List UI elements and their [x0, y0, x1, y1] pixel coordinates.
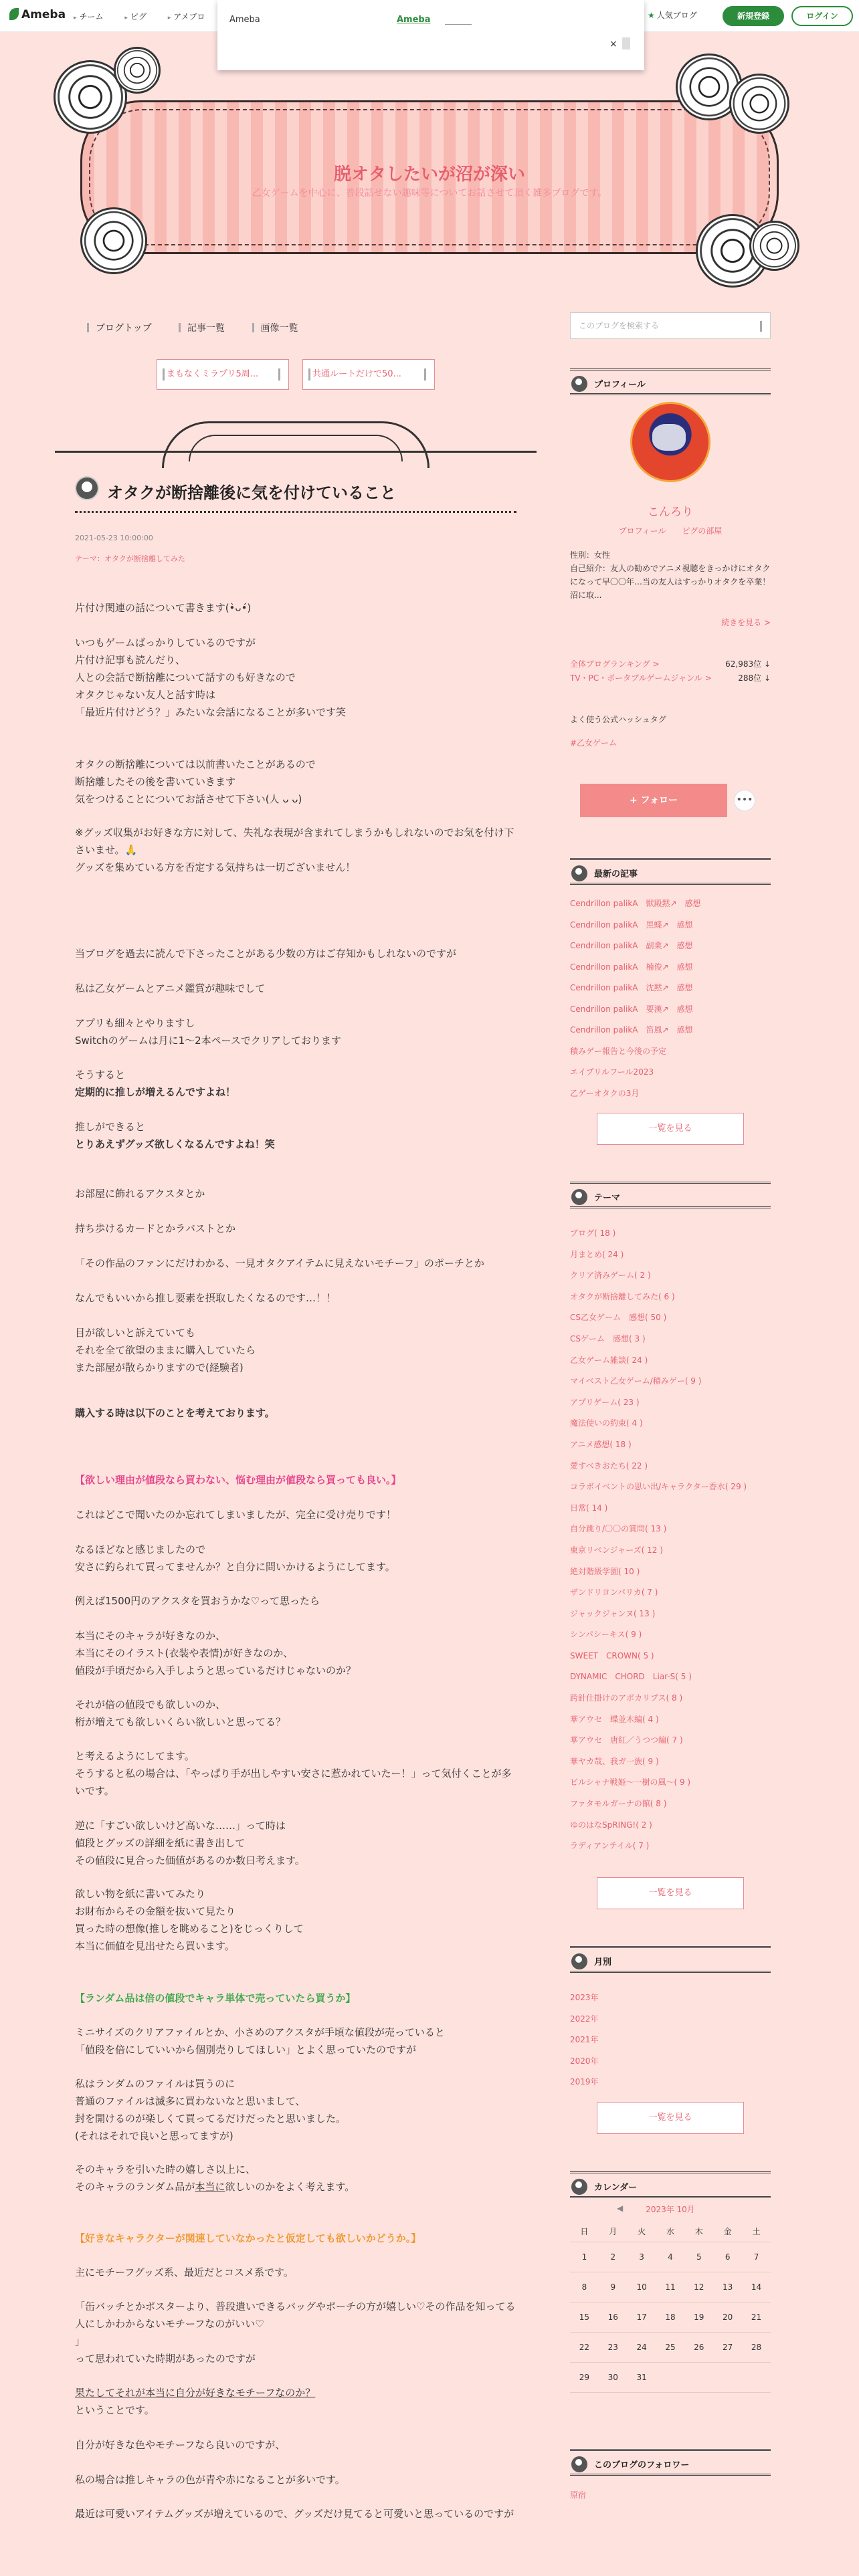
- article-paragraph: 主にモチーフグッズ系、最近だとコスメ系です。: [75, 2266, 294, 2278]
- calendar-day: 21: [742, 2302, 771, 2332]
- profile-name[interactable]: こんろり: [648, 506, 693, 519]
- blog-nav: [87, 321, 322, 334]
- theme-name: 愛すべきおたち: [570, 1461, 626, 1471]
- theme-count: ( 14 ): [586, 1503, 608, 1513]
- theme-name: 東京リベンジャーズ: [570, 1545, 642, 1555]
- theme-item[interactable]: [570, 1751, 771, 1773]
- calendar-month: ◀ 2023年 10月: [617, 2204, 695, 2214]
- theme-count: ( 2 ): [634, 1271, 651, 1281]
- article-theme[interactable]: テーマ：オタクが断捨離してみた: [75, 554, 185, 563]
- popup-link[interactable]: Ameba: [397, 15, 431, 25]
- calendar-day: 7: [742, 2242, 771, 2272]
- theme-name: コラボイベントの思い出/キャラクター香水: [570, 1482, 725, 1492]
- theme-name: 自分跳り/〇〇の質問: [570, 1524, 646, 1534]
- theme-name: ビルシャナ戦姫〜一樹の風〜: [570, 1778, 674, 1788]
- theme-item[interactable]: [570, 1836, 771, 1857]
- calendar-day: 24: [628, 2332, 656, 2362]
- follower-link[interactable]: 原宿: [570, 2490, 587, 2500]
- signup-button[interactable]: 新規登録: [723, 6, 784, 26]
- theme-count: ( 50 ): [645, 1313, 667, 1323]
- rose-decoration: [114, 47, 161, 94]
- ameba-logo[interactable]: Ameba: [9, 8, 66, 21]
- theme-item[interactable]: [570, 1624, 771, 1646]
- article-paragraph: オタクの断捨離については以前書いたことがあるので 断捨離したその後を書いていきます 気をつけることについてお話させて下さい(人 ᴗ ᴗ): [75, 758, 316, 805]
- article-paragraph: 当ブログを過去に読んで下さったことがある少数の方はご存知かもしれないのですが: [75, 948, 457, 960]
- theme-count: ( 18 ): [594, 1228, 616, 1238]
- theme-item[interactable]: [570, 1794, 771, 1815]
- profile-links: [570, 525, 771, 536]
- article-paragraph: アプリも細々とやりますし Switchのゲームは月に1〜2本ペースでクリアしております: [75, 1017, 341, 1047]
- close-icon[interactable]: ×: [609, 39, 617, 49]
- theme-item[interactable]: [570, 1562, 771, 1583]
- nav-blog-top[interactable]: ブログトップ: [87, 323, 152, 334]
- nav-pigg[interactable]: ▸ ピグ: [124, 12, 147, 21]
- ranking-genre[interactable]: TV・PC・ポータブルゲームジャンル > 288位 ↓: [570, 673, 771, 683]
- theme-name: 華アウセ 唐紅／うつつ編: [570, 1735, 667, 1745]
- section-heading: 【ランダム品は倍の値段でキャラ単体で売っていたら買うか】: [75, 1992, 356, 2004]
- theme-count: ( 5 ): [637, 1650, 654, 1660]
- calendar-day: 3: [628, 2242, 656, 2272]
- theme-item[interactable]: [570, 1350, 771, 1372]
- nav-image-list[interactable]: 画像一覧: [252, 323, 298, 334]
- calendar-day: 25: [656, 2332, 685, 2362]
- theme-item[interactable]: [570, 1709, 771, 1731]
- theme-count: ( 6 ): [658, 1291, 675, 1301]
- weekday-label: 月: [599, 2222, 628, 2242]
- article-paragraph: 自分が好きな色やモチーフなら良いのですが、: [75, 2439, 286, 2451]
- calendar-week: [570, 2272, 771, 2302]
- nav-ameblo[interactable]: ▸ アメブロ: [168, 12, 205, 21]
- theme-item[interactable]: [570, 1772, 771, 1794]
- hashtag-link[interactable]: #乙女ゲーム: [570, 738, 617, 748]
- calendar-day: 20: [713, 2302, 742, 2332]
- calendar-day: 30: [599, 2362, 628, 2392]
- recent-item[interactable]: Cendrillon palikA 要漢↗ 感想: [570, 1004, 693, 1014]
- follow-button[interactable]: + フォロー: [580, 784, 727, 817]
- theme-item[interactable]: [570, 1730, 771, 1751]
- theme-list-more-button[interactable]: 一覧を見る: [597, 1877, 744, 1909]
- theme-name: 日常: [570, 1503, 587, 1513]
- calendar-table: [570, 2222, 771, 2393]
- prev-article-button[interactable]: まもなくミラプリ5周...: [157, 359, 289, 390]
- theme-count: ( 8 ): [666, 1693, 683, 1703]
- theme-item[interactable]: [570, 1498, 771, 1519]
- weekday-label: 火: [628, 2222, 656, 2242]
- profile-info: 性別：女性 自己紹介：友人の勧めでアニメ視聴をきっかけにオタクになって早〇〇年…当の友人はすっかりオタクを卒業！ 沼に取...: [570, 550, 771, 600]
- calendar-day: 26: [684, 2332, 713, 2362]
- theme-name: マイベスト乙女ゲーム/積みゲー: [570, 1376, 685, 1386]
- weekday-label: 土: [742, 2222, 771, 2242]
- article-paragraph: 逆に「すごい欲しいけど高いな……」って時は 値段とグッズの詳細を紙に書き出して その値段に見合った価値があるのか数日考えます。: [75, 1820, 305, 1866]
- theme-name: 月まとめ: [570, 1249, 603, 1259]
- theme-item[interactable]: [570, 1456, 771, 1477]
- next-article-button[interactable]: 共通ルートだけで50...: [302, 359, 435, 390]
- calendar: [570, 2204, 771, 2393]
- article-paragraph: それが倍の値段でも欲しいのか、 桁が増えても欲しいくらい欲しいと思ってる？: [75, 1699, 286, 1728]
- year-item[interactable]: 2021年: [570, 2035, 599, 2044]
- rose-decoration: [80, 207, 147, 274]
- calendar-day: 8: [570, 2272, 599, 2302]
- calendar-day: 2: [599, 2242, 628, 2272]
- avatar-icon: [571, 865, 587, 881]
- theme-name: オタクが断捨離してみた: [570, 1291, 659, 1301]
- divider-line: [55, 451, 537, 453]
- calendar-day: 31: [628, 2362, 656, 2392]
- theme-count: ( 24 ): [602, 1249, 624, 1259]
- calendar-day: 6: [713, 2242, 742, 2272]
- calendar-day: 14: [742, 2272, 771, 2302]
- blog-title[interactable]: 脱オタしたいが沼が深い: [333, 165, 525, 185]
- article-paragraph: 「その作品のファンにだけわかる、一見オタクアイテムに見えないモチーフ」のポーチとか: [75, 1257, 484, 1269]
- theme-count: ( 18 ): [609, 1439, 632, 1449]
- calendar-day: 19: [684, 2302, 713, 2332]
- ranking-overall[interactable]: 全体ブログランキング > 62,983位 ↓: [570, 659, 771, 669]
- profile-heading: プロフィール: [570, 368, 771, 395]
- calendar-day: 18: [656, 2302, 685, 2332]
- theme-name: ファタモルガーナの館: [570, 1799, 650, 1809]
- popup-title: Ameba: [229, 15, 260, 25]
- recent-item[interactable]: Cendrillon palikA 沈黙↗ 感想: [570, 983, 693, 992]
- theme-name: クリア済みゲーム: [570, 1271, 635, 1281]
- calendar-week: [570, 2302, 771, 2332]
- theme-count: ( 9 ): [625, 1630, 642, 1640]
- calendar-day: [656, 2362, 685, 2392]
- blog-banner[interactable]: [54, 53, 805, 301]
- calendar-week: [570, 2362, 771, 2392]
- theme-name: ジャックジャンヌ: [570, 1608, 634, 1618]
- theme-name: ゆのはなSpRING!: [570, 1820, 636, 1830]
- calendar-day: 15: [570, 2302, 599, 2332]
- theme-item[interactable]: [570, 1265, 771, 1287]
- divider-arc: [189, 435, 403, 461]
- blog-search-input[interactable]: このブログを検索する: [570, 312, 771, 339]
- theme-count: ( 13 ): [634, 1608, 656, 1618]
- calendar-day: [742, 2362, 771, 2392]
- article-paragraph: ※グッズ収集がお好きな方に対して、失礼な表現が含まれてしまうかもしれないのでお気を付け下さいませ。🙏 グッズを集めている方を否定する気持ちは一切ございません！: [75, 827, 514, 873]
- article-paragraph: お部屋に飾れるアクスタとか: [75, 1188, 205, 1200]
- article-title[interactable]: オタクが断捨離後に気を付けていること: [107, 484, 396, 502]
- calendar-day: 16: [599, 2302, 628, 2332]
- article-paragraph: 最近は可愛いアイテムグッズが増えているので、グッズだけ見てると可愛いと思っているのですが: [75, 2508, 514, 2520]
- theme-name: SWEET CROWN: [570, 1650, 638, 1660]
- weekday-label: 金: [713, 2222, 742, 2242]
- recent-list: [570, 893, 771, 1104]
- calendar-day: 4: [656, 2242, 685, 2272]
- article-paragraph: そのキャラを引いた時の嬉しさ以上に、 そのキャラのランダム品が本当に欲しいのかをよく考えます。: [75, 2163, 355, 2193]
- theme-name: 魔法使いの約束: [570, 1418, 627, 1428]
- theme-name: 華ヤカ哉、我ガ一族: [570, 1756, 643, 1766]
- article-paragraph: そうすると 定期的に推しが増えるんですよね！: [75, 1069, 236, 1098]
- popup-scrollbar[interactable]: [622, 37, 630, 49]
- theme-name: DYNAMIC CHORD Liar-S: [570, 1672, 676, 1682]
- rose-decoration: [729, 74, 789, 134]
- profile-avatar[interactable]: [630, 402, 710, 482]
- theme-name: 跨針仕掛けのアポカリプス: [570, 1693, 666, 1703]
- theme-heading: テーマ: [570, 1182, 771, 1208]
- weekday-label: 日: [570, 2222, 599, 2242]
- recent-item[interactable]: Cendrillon palikA 黒蝶↗ 感想: [570, 920, 693, 930]
- followers-list: [570, 2485, 771, 2506]
- top-nav: [74, 11, 224, 22]
- section-heading: 【欲しい理由が値段なら買わない、悩む理由が値段なら買っても良い。】: [75, 1474, 401, 1486]
- article-paragraph: 「缶バッチとかポスターより、普段遣いできるバッグやポーチの方が嬉しい♡その作品を知ってる人にしかわからないモチーフなのがいい♡ 」 って思われていた時期があったのですが: [75, 2300, 516, 2365]
- calendar-days: [570, 2242, 771, 2392]
- theme-item[interactable]: [570, 1582, 771, 1604]
- theme-item[interactable]: [570, 1519, 771, 1540]
- avatar-icon: [571, 2456, 587, 2472]
- theme-item[interactable]: [570, 1245, 771, 1266]
- recent-item[interactable]: Cendrillon palikA 獣殿黙↗ 感想: [570, 899, 701, 908]
- theme-count: ( 22 ): [626, 1461, 648, 1471]
- theme-item[interactable]: [570, 1392, 771, 1414]
- article-paragraph: 私の場合は推しキャラの色が青や赤になることが多いです。: [75, 2474, 345, 2486]
- calendar-day: 22: [570, 2332, 599, 2362]
- nav-entry-list[interactable]: 記事一覧: [179, 323, 225, 334]
- article-paragraph: 私はランダムのファイルは買うのに 普通のファイルは滅多に買わないなと思いまして、 封を開けるのが楽しくて買ってるだけだったと思いました。 (それはそれで良いと思ってますが): [75, 2078, 347, 2142]
- calendar-week: [570, 2332, 771, 2362]
- calendar-day: 5: [684, 2242, 713, 2272]
- theme-item[interactable]: [570, 1540, 771, 1562]
- recent-item[interactable]: Cendrillon palikA 笛風↗ 感想: [570, 1025, 693, 1035]
- theme-name: 華アウセ 蝶並木編: [570, 1714, 643, 1724]
- more-options-icon[interactable]: •••: [734, 790, 755, 811]
- profile-more-link[interactable]: 続きを見る >: [721, 618, 771, 627]
- avatar-icon: [571, 1953, 587, 1969]
- theme-count: ( 10 ): [618, 1566, 640, 1576]
- theme-name: ブログ: [570, 1228, 595, 1238]
- login-button[interactable]: ログイン: [791, 6, 853, 26]
- theme-count: ( 3 ): [629, 1333, 646, 1344]
- title-underline: [75, 511, 516, 513]
- theme-item[interactable]: [570, 1667, 771, 1688]
- theme-count: ( 13 ): [645, 1524, 667, 1534]
- article-paragraph: なるほどなと感じましたので 安さに釣られて買ってませんか？と自分に問いかけるようにしてます。: [75, 1543, 395, 1573]
- article-paragraph: 持ち歩けるカードとかラバストとか: [75, 1222, 236, 1235]
- recent-item[interactable]: Cendrillon palikA 副業↗ 感想: [570, 941, 693, 950]
- month-heading: 月別: [570, 1946, 771, 1973]
- theme-name: シンパシーキス: [570, 1630, 626, 1640]
- recent-item[interactable]: 乙ゲーオタクの3月: [570, 1088, 640, 1098]
- article-paragraph: 欲しい物を紙に書いてみたり お財布からその金額を抜いて見たり 買った時の想像(推しを眺めること)をじっくりして 本当に価値を見出せたら買います。: [75, 1888, 304, 1952]
- calendar-day: 29: [570, 2362, 599, 2392]
- theme-count: ( 9 ): [684, 1376, 702, 1386]
- theme-item[interactable]: [570, 1371, 771, 1392]
- theme-item[interactable]: [570, 1287, 771, 1308]
- pigg-room-link[interactable]: ピグの部屋: [682, 526, 723, 536]
- calendar-day: 9: [599, 2272, 628, 2302]
- followers-heading: このブログのフォロワー: [570, 2449, 771, 2476]
- avatar-icon: [571, 376, 587, 392]
- recent-item[interactable]: Cendrillon palikA 楠俊↗ 感想: [570, 962, 693, 972]
- calendar-heading: カレンダー: [570, 2171, 771, 2198]
- article-paragraph: 片付け関連の話について書きます(•̀ᴗ•́) いつもゲームばっかりしているのですが 片付け記事も読んだり、 人との会話で断捨離について話すのも好きなので オタクじゃない友人と話す時は 「最近片付けどう？」みたいな会話になることが多いです笑: [75, 602, 347, 718]
- theme-count: ( 7 ): [666, 1735, 683, 1745]
- calendar-week: [570, 2242, 771, 2272]
- calendar-day: 11: [656, 2272, 685, 2302]
- theme-item[interactable]: [570, 1688, 771, 1709]
- article-paragraph: 果たしてそれが本当に自分が好きなモチーフなのか？ ということです。: [75, 2387, 316, 2416]
- article-paragraph: 本当にそのキャラが好きなのか、 本当にそのイラスト(衣装や表情)が好きなのか、 値段が手頃だから入手しようと思っているだけじゃないのか？: [75, 1630, 357, 1677]
- theme-name: 乙女ゲーム雑談: [570, 1355, 627, 1365]
- crown-icon: ★: [648, 11, 655, 20]
- avatar-icon: [571, 2179, 587, 2195]
- recent-item[interactable]: エイプリルフール2023: [570, 1067, 654, 1077]
- calendar-day: 27: [713, 2332, 742, 2362]
- recent-item[interactable]: 積みゲー報告と今後の予定: [570, 1046, 667, 1056]
- weekday-label: 水: [656, 2222, 685, 2242]
- calendar-day: 13: [713, 2272, 742, 2302]
- theme-item[interactable]: [570, 1307, 771, 1329]
- article-paragraph: 目が欲しいと訴えていても それを全て欲望のままに購入していたら また部屋が散らかりますので(経験者): [75, 1327, 256, 1374]
- calendar-day: 12: [684, 2272, 713, 2302]
- theme-name: アニメ感想: [570, 1439, 610, 1449]
- calendar-weekdays: [570, 2222, 771, 2242]
- theme-count: ( 9 ): [642, 1756, 659, 1766]
- theme-name: アプリゲーム: [570, 1397, 618, 1407]
- weekday-label: 木: [684, 2222, 713, 2242]
- theme-count: ( 4 ): [626, 1418, 643, 1428]
- theme-count: ( 24 ): [626, 1355, 648, 1365]
- theme-item[interactable]: [570, 1815, 771, 1836]
- calendar-day: 17: [628, 2302, 656, 2332]
- theme-item[interactable]: [570, 1329, 771, 1350]
- article-paragraph: 例えば1500円のアクスタを買おうかな♡って思ったら: [75, 1595, 320, 1607]
- theme-count: ( 7 ): [641, 1588, 658, 1598]
- article-paragraph: 購入する時は以下のことを考えております。: [75, 1407, 275, 1419]
- theme-count: ( 2 ): [636, 1820, 652, 1830]
- year-item[interactable]: 2020年: [570, 2056, 599, 2066]
- calendar-day: 1: [570, 2242, 599, 2272]
- leaf-icon: [9, 8, 19, 20]
- theme-count: ( 4 ): [642, 1714, 659, 1724]
- article-paragraph: と考えるようにしてます。 そうすると私の場合は、「やっぱり手が出しやすい安さに惹かれていたー！」って気付くことが多いです。: [75, 1750, 512, 1797]
- article-paragraph: これはどこで聞いたのか忘れてしまいましたが、完全に受け売りです！: [75, 1509, 397, 1521]
- theme-count: ( 23 ): [617, 1397, 640, 1407]
- popup-divider: [445, 24, 472, 25]
- article-paragraph: 私は乙女ゲームとアニメ鑑賞が趣味でして: [75, 982, 266, 994]
- recent-list-more-button[interactable]: 一覧を見る: [597, 1113, 744, 1145]
- theme-list: [570, 1223, 771, 1857]
- theme-item[interactable]: [570, 1477, 771, 1498]
- nav-team[interactable]: ▸ チーム: [74, 12, 104, 21]
- theme-count: ( 12 ): [641, 1545, 663, 1555]
- author-avatar-icon: [75, 476, 99, 500]
- theme-item[interactable]: [570, 1646, 771, 1667]
- theme-item[interactable]: [570, 1223, 771, 1245]
- theme-count: ( 5 ): [675, 1672, 692, 1682]
- ornamental-divider: [55, 413, 537, 467]
- theme-name: 絶対階級学園: [570, 1566, 619, 1576]
- chevron-left-icon[interactable]: ◀: [617, 2204, 624, 2213]
- article-paragraph: ミニサイズのクリアファイルとか、小さめのアクスタが手頃な値段が売っていると 「値段を倍にしていいから個別売りしてほしい」とよく思っていたのですが: [75, 2026, 445, 2056]
- article-date: 2021-05-23 10:00:00: [75, 534, 153, 542]
- popular-blogs-link[interactable]: ★ 人気ブログ: [648, 11, 697, 20]
- calendar-day: 10: [628, 2272, 656, 2302]
- calendar-day: 28: [742, 2332, 771, 2362]
- theme-count: ( 8 ): [650, 1799, 667, 1809]
- month-list: [570, 1988, 771, 2093]
- blog-description: 乙女ゲームを中心に、普段話せない趣味等についてお話させて頂く雑多ブログです。: [252, 188, 607, 199]
- theme-item[interactable]: [570, 1413, 771, 1434]
- theme-count: ( 7 ): [632, 1841, 650, 1851]
- theme-item[interactable]: [570, 1434, 771, 1456]
- theme-item[interactable]: [570, 1604, 771, 1625]
- year-item[interactable]: 2019年: [570, 2077, 599, 2086]
- article-paragraph: なんでもいいから推し要素を摂取したくなるのです…！！: [75, 1292, 337, 1304]
- recent-heading: 最新の記事: [570, 858, 771, 885]
- calendar-day: 23: [599, 2332, 628, 2362]
- hashtag-heading: よく使う公式ハッシュタグ: [570, 715, 666, 724]
- year-item[interactable]: 2022年: [570, 2014, 599, 2024]
- theme-name: CSゲーム 感想: [570, 1333, 629, 1344]
- avatar-icon: [571, 1189, 587, 1205]
- theme-name: CS乙女ゲーム 感想: [570, 1313, 645, 1323]
- theme-name: ザンドリヨンパリカ: [570, 1588, 642, 1598]
- calendar-day: [713, 2362, 742, 2392]
- profile-link[interactable]: プロフィール: [618, 526, 666, 536]
- theme-name: ラディアンテイル: [570, 1841, 633, 1851]
- calendar-day: [684, 2362, 713, 2392]
- year-item[interactable]: 2023年: [570, 1993, 599, 2002]
- month-list-more-button[interactable]: 一覧を見る: [597, 2102, 744, 2134]
- section-heading: 【好きなキャラクターが関連していなかったと仮定しても欲しいかどうか。】: [75, 2232, 421, 2244]
- rose-decoration: [749, 221, 799, 271]
- theme-count: ( 29 ): [725, 1482, 747, 1492]
- article-paragraph: 推しができると とりあえずグッズ欲しくなるんですよね！笑: [75, 1121, 275, 1150]
- theme-count: ( 9 ): [674, 1778, 691, 1788]
